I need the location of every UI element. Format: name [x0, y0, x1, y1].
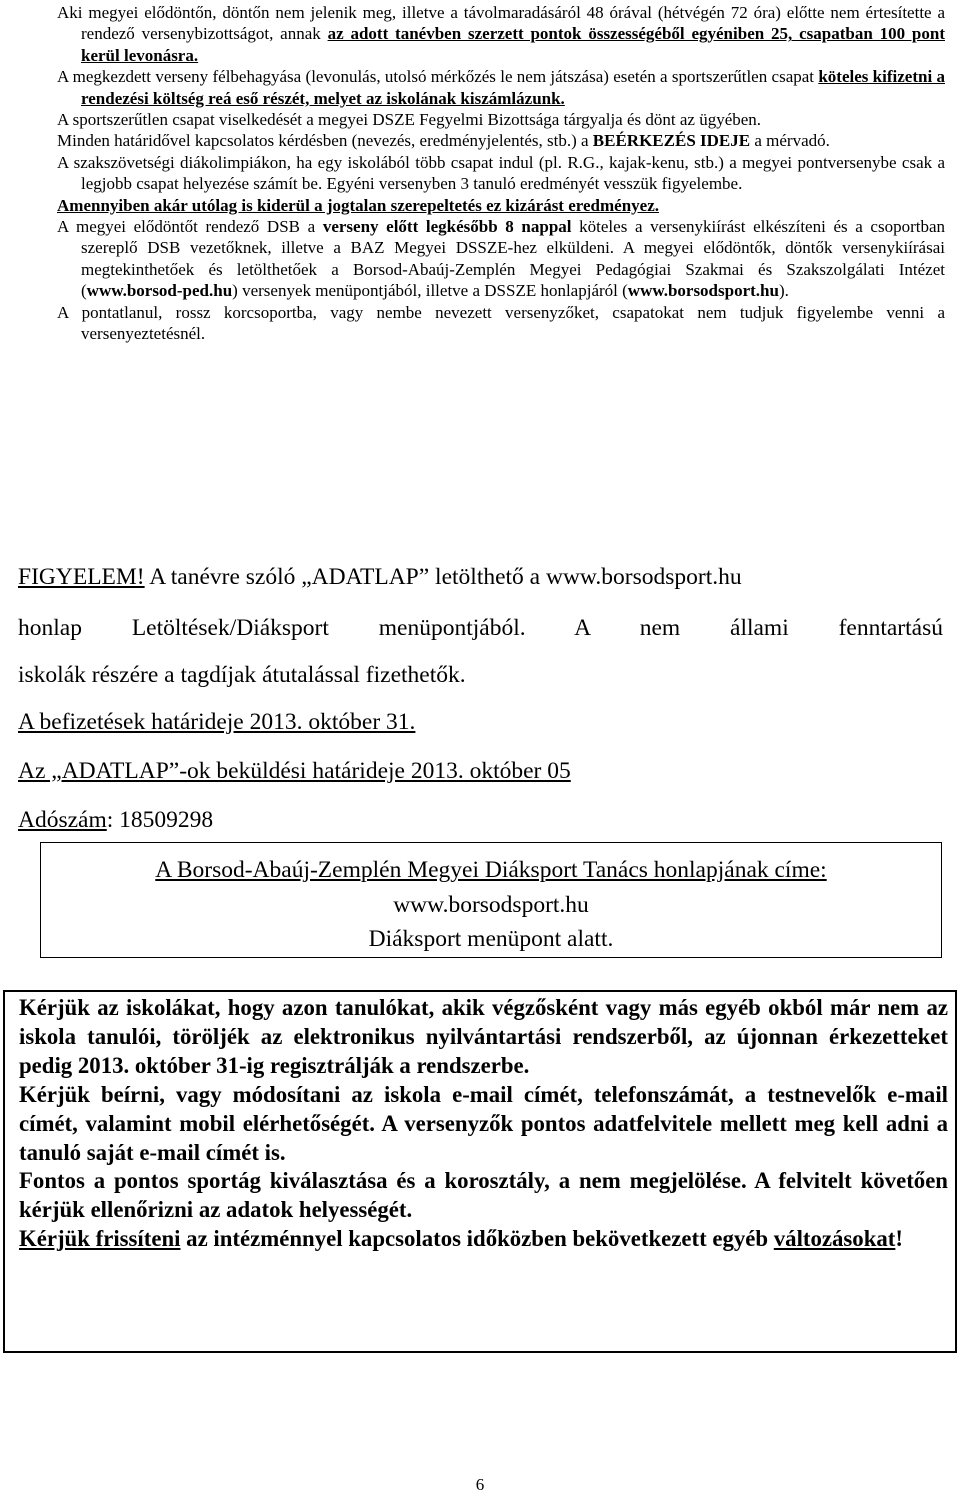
rules-section — [57, 2, 945, 345]
rule-exclusion: Amennyiben akár utólag is kiderül a jogtalan szerepeltetés ez kizárást eredményez. — [57, 195, 660, 215]
website-url[interactable]: www.borsodsport.hu — [393, 892, 589, 918]
notice-line-1: FIGYELEM! A tanévre szóló „ADATLAP” letölthető a www.borsodsport.hu — [18, 564, 742, 590]
request-box — [3, 990, 957, 1353]
notice-heading: FIGYELEM! — [18, 564, 145, 590]
payment-deadline: A befizetések határideje 2013. október 31. — [18, 709, 416, 735]
rule-abandon: A megkezdett verseny félbehagyása (levonulás, utolsó mérkőzés le nem játszása) esetén a sportszerűtlen csapat köteles kifizetni a rendezési költség reá eső részét, melyet az iskolának kiszámlázunk. — [57, 67, 945, 108]
adatlap-deadline: Az „ADATLAP”-ok beküldési határideje 2013. október 05 — [18, 758, 571, 784]
request-contact-update: Kérjük beírni, vagy módosítani az iskola e-mail címét, telefonszámát, a testnevelők e-mail címét, valamint mobil elérhetőségét. A versenyzők pontos adatfelvitele mellett meg kell adni a tanuló saját e-mail címét is. — [19, 1081, 948, 1165]
rule-discipline: A sportszerűtlen csapat viselkedését a megyei DSZE Fegyelmi Bizottsága tárgyalja és dönt az ügyében. — [57, 110, 762, 130]
website-box-title: A Borsod-Abaúj-Zemplén Megyei Diáksport Tanács honlapjának címe: — [155, 857, 827, 883]
page-number: 6 — [475, 1475, 485, 1494]
link-borsodsport[interactable]: www.borsodsport.hu — [627, 281, 779, 301]
link-borsod-ped[interactable]: www.borsod-ped.hu — [86, 281, 233, 301]
tax-number: Adószám: 18509298 — [18, 807, 214, 833]
rule-federation: A szakszövetségi diákolimpiákon, ha egy iskolából több csapat indul (pl. R.G., kajak-kenu, stb.) a megyei pontversenybe csak a legjobb csapat helyezése számít be. Egyéni versenyben 3 tanuló eredményét vesszük figyelembe. — [57, 152, 945, 194]
rule-organizer: A megyei elődöntőt rendező DSB a verseny előtt legkésőbb 8 nappal köteles a versenykiírást elkészíteni és a csoportban szereplő DSB vezetőknek, illetve a BAZ Megyei DSSZE-hez elküldeni. A megyei elődöntők, döntők versenykiírásai megtekinthetőek és letölthetőek a Borsod-Abaúj-Zemplén Megyei Pedagógiai Szakmai és Szakszolgálati Intézet (www.borsod-ped.hu) versenyek menüpontjából, illetve a DSSZE honlapjáról (www.borsodsport.hu). — [57, 217, 946, 301]
website-box — [40, 842, 942, 958]
request-sport-selection: Fontos a pontos sportág kiválasztása és a korosztály, a nem megjelölése. A felvitelt követően kérjük ellenőrizni az adatok helyességét. — [19, 1168, 948, 1223]
rule-deadline: Minden határidővel kapcsolatos kérdésben (nevezés, eredményjelentés, stb.) a BEÉRKEZÉS IDEJE a mérvadó. — [57, 131, 830, 151]
notice-line-2: honlap Letöltések/Diáksport menüpontjából. A nem állami fenntartású — [18, 615, 943, 641]
rule-inaccurate: A pontatlanul, rossz korcsoportba, vagy nembe nevezett versenyzőket, csapatokat nem tudjuk figyelembe venni a versenyeztetésnél. — [57, 302, 945, 344]
request-delete-students: Kérjük az iskolákat, hogy azon tanulókat, akik végzősként vagy más egyéb okból már nem az iskola tanulói, töröljék az elektronikus nyilvántartási rendszerből, az újonnan érkezetteket pedig 2013. október 31-ig regisztrálják a rendszerbe. — [19, 995, 948, 1078]
rule-no-show: Aki megyei elődöntőn, döntőn nem jelenik meg, illetve a távolmaradásáról 48 órával (hétvégén 72 óra) előtte nem értesítette a rendező versenybizottságot, annak az adott tanévben szerzett pontok összességéből egyéniben 25, csapatban 100 pont kerül levonásra. — [57, 3, 945, 65]
notice-line-3: iskolák részére a tagdíjak átutalással fizethetők. — [18, 662, 466, 688]
website-menu-note: Diáksport menüpont alatt. — [368, 926, 614, 952]
request-refresh-changes: Kérjük frissíteni az intézménnyel kapcsolatos időközben bekövetkezett egyéb változásokat! — [19, 1226, 903, 1252]
